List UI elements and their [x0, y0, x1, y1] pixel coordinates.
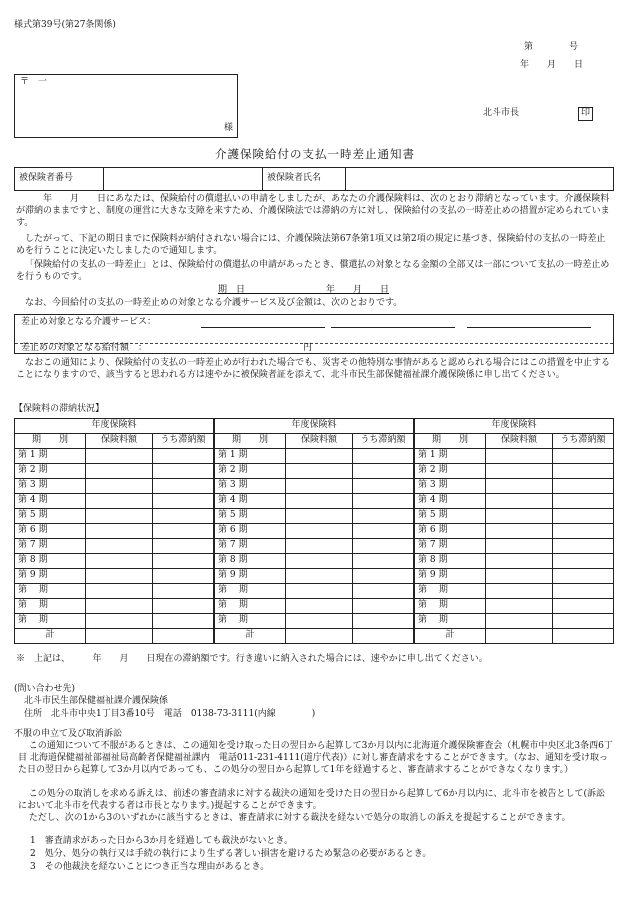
appeal-paragraph-1: この通知について不服があるときは、この通知を受け取った日の翌日から起算して3か月以内に北海道介護保険審査会（札幌市中央区北3条西6丁目 北海道保健福祉部福祉局高齢者保健福祉課内 電話011-231-4111(道庁代表)）に対し審査請求をすることができます。（なお、通知を受け取った日の翌日から起算して3か月以内であっても、この処分の翌日から起算して1年を経過すると、審査請求することができなくなります。） [18, 741, 613, 775]
period-cell: 第 期 [215, 584, 286, 599]
period-cell: 第 7 期 [15, 539, 86, 554]
insured-number-label: 被保険者番号 [15, 168, 104, 191]
arrears-section-title: 【保険料の滞納状況】 [14, 404, 105, 414]
period-cell: 第 2 期 [415, 464, 486, 479]
period-cell: 第 1 期 [15, 449, 86, 464]
addressee-suffix: 様 [223, 123, 233, 134]
period-cell: 第 6 期 [415, 524, 486, 539]
withheld-service-box [14, 314, 614, 354]
contact-office: 北斗市民生部保健福祉課介護保険係 [24, 696, 169, 706]
period-cell: 第 期 [15, 584, 86, 599]
period-cell: 第 期 [415, 614, 486, 629]
period-cell: 第 6 期 [15, 524, 86, 539]
amount-line [201, 353, 317, 354]
period-cell: 第 期 [415, 599, 486, 614]
col-period: 期 別 [415, 434, 486, 449]
contact-address: 住所 北斗市中央1丁目3番10号 電話 0138-73-3111(内線 ) [24, 709, 316, 719]
period-cell: 第 期 [215, 599, 286, 614]
service-line-2 [331, 327, 455, 328]
period-cell: 第 9 期 [415, 569, 486, 584]
total-label: 計 [15, 629, 86, 644]
period-cell: 第 5 期 [215, 509, 286, 524]
period-cell: 第 4 期 [415, 494, 486, 509]
arrears-table-2 [214, 418, 414, 644]
postal-mark: 〒 一 [20, 77, 48, 87]
appeal-paragraph-2: この処分の取消しを求める訴えは、前述の審査請求に対する裁決の通知を受けた日の翌日から起算して6か月以内に、北斗市を被告として(訴訟において北斗市を代表する者は市長となります。)提起することができます。 [18, 789, 606, 811]
body-paragraph-3: 「保険給付の支払の一時差止」とは、保険給付の償還払の申請があったとき、償還払の対象となる金額の全部又は一部について支払の一時差止めを行うものです。 [16, 260, 610, 282]
col-overdue: うち滞納額 [353, 434, 414, 449]
period-cell: 第 期 [415, 584, 486, 599]
year-header: 年度保険料 [215, 419, 414, 434]
insured-number-value [104, 168, 263, 191]
deadline: 期 日 年 月 日 [218, 285, 390, 295]
period-cell: 第 5 期 [415, 509, 486, 524]
col-overdue: うち滞納額 [153, 434, 214, 449]
year-header: 年度保険料 [415, 419, 614, 434]
service-line-1 [201, 327, 325, 328]
insured-name-value [346, 168, 614, 191]
appeal-item-2: 2 処分、処分の執行又は手続の執行により生ずる著しい損害を避けるため緊急の必要があるとき。 [30, 849, 432, 859]
seal-mark: 印 [578, 107, 593, 121]
service-line-3 [467, 327, 591, 328]
period-cell: 第 2 期 [215, 464, 286, 479]
period-cell: 第 2 期 [15, 464, 86, 479]
body-paragraph-4: なお、今回給付の支払の一時差止めの対象となる介護サービス及び金額は、次のとおりです。 [25, 298, 403, 308]
period-cell: 第 7 期 [215, 539, 286, 554]
period-cell: 第 9 期 [15, 569, 86, 584]
period-cell: 第 8 期 [215, 554, 286, 569]
total-label: 計 [215, 629, 286, 644]
insured-info-table [14, 167, 614, 191]
col-premium: 保険料額 [286, 434, 353, 449]
form-id: 様式第39号(第27条関係) [14, 20, 116, 30]
period-cell: 第 4 期 [15, 494, 86, 509]
period-cell: 第 3 期 [415, 479, 486, 494]
period-cell: 第 9 期 [215, 569, 286, 584]
period-cell: 第 3 期 [15, 479, 86, 494]
appeal-item-1: 1 審査請求があった日から3か月を経過しても裁決がないとき。 [30, 836, 294, 846]
amount-label: 差止めの対象となる給付額 ： [21, 343, 148, 353]
arrears-table-3 [414, 418, 614, 644]
date-label: 年 月 日 [520, 60, 584, 70]
period-cell: 第 8 期 [15, 554, 86, 569]
period-cell: 第 4 期 [215, 494, 286, 509]
period-cell: 第 3 期 [215, 479, 286, 494]
period-cell: 第 5 期 [15, 509, 86, 524]
arrears-note: ※ 上記は、 年 月 日現在の滞納額です。行き違いに納入された場合には、速やかに申し出てください。 [16, 654, 488, 664]
address-box [14, 74, 238, 138]
amount-unit: 円 [303, 343, 313, 353]
period-cell: 第 6 期 [215, 524, 286, 539]
period-cell: 第 期 [15, 599, 86, 614]
col-period: 期 別 [215, 434, 286, 449]
period-cell: 第 期 [15, 614, 86, 629]
service-label: 差止め対象となる介護サービス： [21, 317, 157, 327]
number-label: 第 号 [524, 42, 579, 52]
period-cell: 第 8 期 [415, 554, 486, 569]
col-premium: 保険料額 [86, 434, 153, 449]
col-premium: 保険料額 [486, 434, 553, 449]
arrears-table-1 [14, 418, 214, 644]
body-paragraph-1: 年 月 日にあなたは、保険給付の償還払いの申請をしましたが、あなたの介護保険料は、次のとおり滞納となっています。介護保険料が滞納のままですと、制度の運営に大きな支障を来すため、介護保険法では滞納の方に対し、保険給付の支払の一時差止めの措置が定められています。 [16, 194, 610, 228]
period-cell: 第 7 期 [415, 539, 486, 554]
body-paragraph-2: したがって、下記の期日までに保険料が納付されない場合には、介護保険法第67条第1項又は第2項の規定に基づき、保険給付の支払の一時差止めを行うことに決定いたしましたので通知します。 [16, 234, 606, 256]
total-label: 計 [415, 629, 486, 644]
year-header: 年度保険料 [15, 419, 214, 434]
body-paragraph-5: なおこの通知により、保険給付の支払の一時差止めが行われた場合でも、災害その他特別な事情があると認められる場合にはこの措置を中止することになりますので、該当すると思われる方は速やかに被保険者証を添えて、北斗市民生部保健福祉課介護保険係に申し出てください。 [16, 358, 611, 380]
period-cell: 第 1 期 [215, 449, 286, 464]
appeal-heading: 不服の申立て及び取消訴訟 [14, 729, 123, 739]
appeal-paragraph-3: ただし、次の1から3のいずれかに該当するときは、審査請求に対する裁決を経ないで処分の取消しの訴えを提起することができます。 [28, 813, 571, 823]
insured-name-label: 被保険者氏名 [263, 168, 346, 191]
document-title: 介護保険給付の支払一時差止通知書 [215, 147, 415, 161]
sender: 北斗市長 [483, 108, 520, 118]
appeal-item-3: 3 その他裁決を経ないことにつき正当な理由があるとき。 [30, 862, 270, 872]
contact-heading: (問い合わせ先) [14, 684, 76, 694]
col-overdue: うち滞納額 [553, 434, 614, 449]
period-cell: 第 1 期 [415, 449, 486, 464]
col-period: 期 別 [15, 434, 86, 449]
period-cell: 第 期 [215, 614, 286, 629]
